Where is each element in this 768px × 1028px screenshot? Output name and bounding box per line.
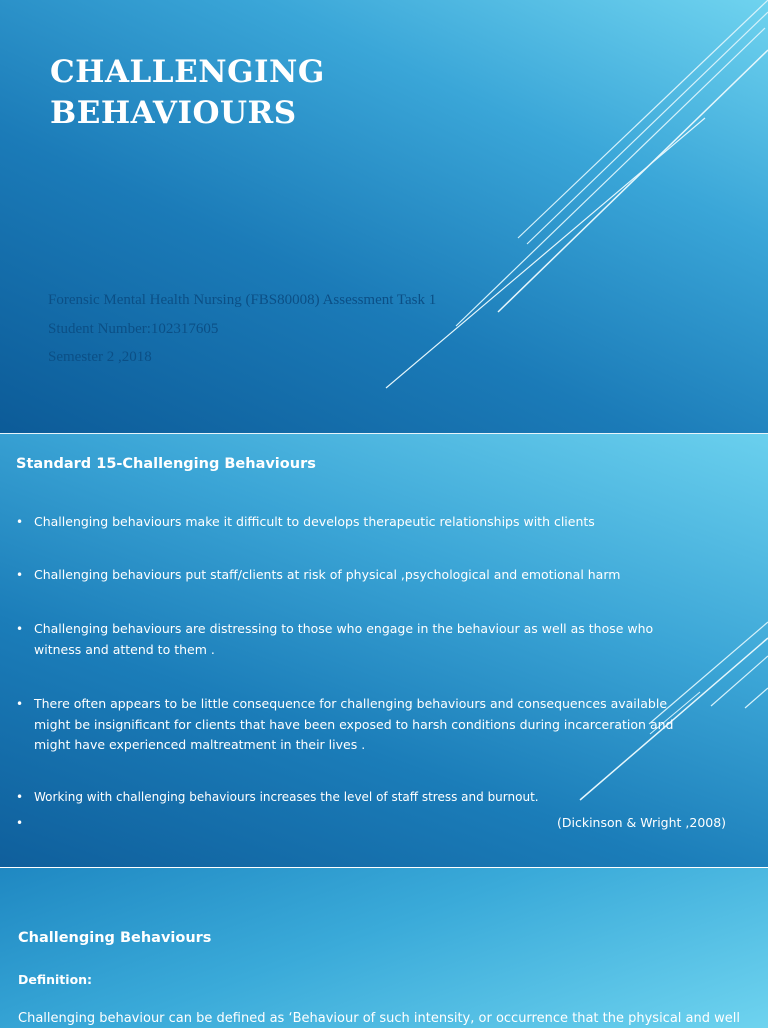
bullet-text: Working with challenging behaviours increases the level of staff stress and burnout. <box>34 790 539 804</box>
bullet-icon: • <box>16 697 24 711</box>
slide-heading: Challenging Behaviours <box>18 930 212 946</box>
definition-text: Challenging behaviour can be defined as ‘Behaviour of such intensity, or occurrence that the physical and well <box>18 1011 740 1026</box>
bullet-icon: • <box>16 622 24 636</box>
title-line-1: CHALLENGING <box>50 54 325 90</box>
bullet-text: Challenging behaviours put staff/clients at risk of physical ,psychological and emotional harm <box>34 567 621 582</box>
bullet-icon: • <box>16 790 24 804</box>
subtitle-line: Semester 2 ,2018 <box>48 349 152 365</box>
list-item <box>16 694 699 756</box>
bullet-text: Challenging behaviours make it difficult to develops therapeutic relationships with clients <box>34 514 595 529</box>
slide-title <box>50 52 325 134</box>
standard-slide <box>0 433 768 867</box>
definition-label: Definition: <box>18 972 93 987</box>
bullet-icon: • <box>16 816 24 830</box>
title-line-2: BEHAVIOURS <box>50 95 297 131</box>
subtitle-block <box>48 286 436 372</box>
list-item <box>16 787 734 808</box>
bullet-icon: • <box>16 568 24 582</box>
subtitle-line: Student Number:102317605 <box>48 320 219 337</box>
title-slide <box>0 0 768 433</box>
citation: (Dickinson & Wright ,2008) <box>557 815 727 830</box>
subtitle-line: Forensic Mental Health Nursing (FBS80008) Assessment Task 1 <box>48 292 437 308</box>
list-item <box>16 565 734 586</box>
bullet-text: Challenging behaviours are distressing to those who engage in the behaviour as well as those who witness and attend to them . <box>34 621 654 657</box>
list-item <box>16 512 734 533</box>
definition-slide <box>0 868 768 1028</box>
list-item <box>16 619 694 660</box>
slide-heading: Standard 15-Challenging Behaviours <box>16 456 316 472</box>
bullet-icon: • <box>16 515 24 529</box>
bullet-text: There often appears to be little consequence for challenging behaviours and consequences available might be insignificant for clients that have been exposed to harsh conditions during incarceration and might have experienced maltreatment in their lives . <box>34 696 674 752</box>
